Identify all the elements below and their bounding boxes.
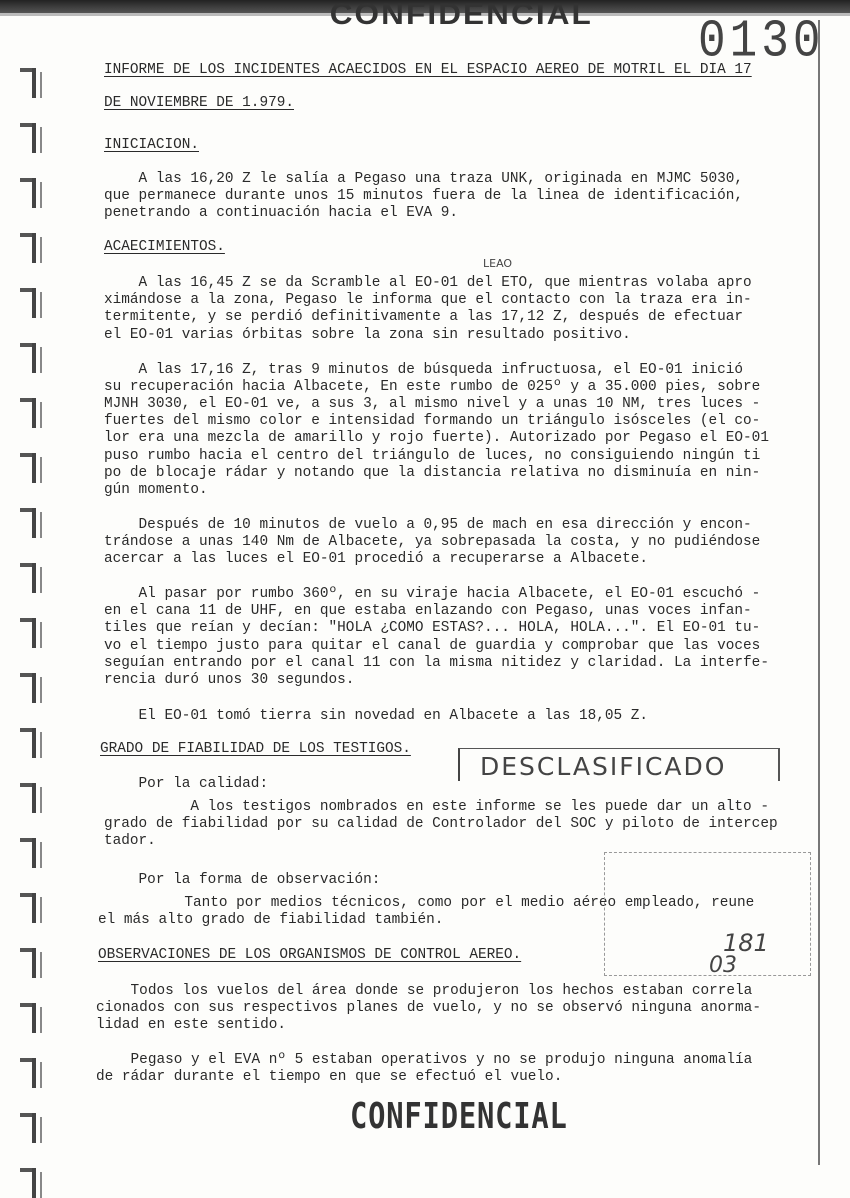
binder-hole: [20, 893, 42, 923]
body-line: Al pasar por rumbo 360º, en su viraje hacia Albacete, el EO-01 escuchó -: [104, 586, 761, 602]
declassified-stamp: [458, 748, 780, 781]
body-line: cionados con sus respectivos planes de vuelo, y no se observó ninguna anorma-: [96, 1000, 761, 1016]
section-heading: OBSERVACIONES DE LOS ORGANISMOS DE CONTROL AEREO.: [98, 947, 522, 963]
body-line: Todos los vuelos del área donde se produjeron los hechos estaban correla: [96, 983, 753, 999]
body-line: termitente, y se perdió definitivamente a las 17,12 Z, después de efectuar: [104, 309, 744, 325]
body-line: su recuperación hacia Albacete, En este rumbo de 025º y a 35.000 pies, sobre: [104, 379, 761, 395]
section-heading: INICIACION.: [104, 137, 199, 153]
body-line: lidad en este sentido.: [96, 1017, 286, 1033]
binder-hole: [20, 288, 42, 318]
binder-hole: [20, 783, 42, 813]
body-line: Después de 10 minutos de vuelo a 0,95 de mach en esa dirección y encon-: [104, 517, 752, 533]
subheading: Por la forma de observación:: [104, 872, 381, 888]
binder-hole: [20, 728, 42, 758]
body-line: Tanto por medios técnicos, como por el medio aéreo empleado, reune: [98, 895, 755, 911]
declassified-stamp-text: DESCLASIFICADO: [480, 752, 727, 781]
binder-holes: [14, 20, 48, 1165]
registry-stamp-number: 181: [723, 929, 769, 957]
body-line: grado de fiabilidad por su calidad de Controlador del SOC y piloto de intercep: [104, 816, 778, 832]
report-title: DE NOVIEMBRE DE 1.979.: [104, 95, 294, 111]
section-heading: ACAECIMIENTOS.: [104, 239, 225, 255]
binder-hole: [20, 673, 42, 703]
binder-hole: [20, 1058, 42, 1088]
subheading: Por la calidad:: [104, 776, 269, 792]
binder-hole: [20, 178, 42, 208]
binder-hole: [20, 68, 42, 98]
body-line: el EO-01 varias órbitas sobre la zona sin resultado positivo.: [104, 327, 631, 343]
classification-stamp-bottom: CONFIDENCIAL: [350, 1096, 568, 1137]
body-line: gún momento.: [104, 482, 208, 498]
handwritten-note: LEAO: [483, 257, 513, 270]
body-line: A las 16,20 Z le salía a Pegaso una traza UNK, originada en MJMC 5030,: [104, 171, 744, 187]
body-line: El EO-01 tomó tierra sin novedad en Albacete a las 18,05 Z.: [104, 708, 649, 724]
body-line: fuertes del mismo color e intensidad formando un triángulo isósceles (el co-: [104, 413, 761, 429]
binder-hole: [20, 398, 42, 428]
registry-stamp: [604, 852, 811, 976]
section-heading: GRADO DE FIABILIDAD DE LOS TESTIGOS.: [100, 741, 411, 757]
body-line: A las 17,16 Z, tras 9 minutos de búsqueda infructuosa, el EO-01 inició: [104, 362, 744, 378]
body-line: ximándose a la zona, Pegaso le informa que el contacto con la traza era in-: [104, 292, 752, 308]
body-line: vo el tiempo justo para quitar el canal de guardia y comprobar que las voces: [104, 638, 761, 654]
page-right-border: [818, 20, 820, 1165]
binder-hole: [20, 1168, 42, 1198]
body-line: el más alto grado de fiabilidad también.: [98, 912, 444, 928]
body-line: tiles que reían y decían: "HOLA ¿COMO ESTAS?... HOLA, HOLA...". El EO-01 tu-: [104, 620, 761, 636]
body-line: penetrando a continuación hacia el EVA 9.: [104, 205, 459, 221]
body-line: MJNH 3030, el EO-01 ve, a sus 3, al mismo nivel y a unas 10 NM, tres luces -: [104, 396, 761, 412]
body-line: seguían entrando por el canal 11 con la misma nitidez y claridad. La interfe-: [104, 655, 769, 671]
body-line: de rádar durante el tiempo en que se efectuó el vuelo.: [96, 1069, 563, 1085]
body-line: acercar a las luces el EO-01 procedió a recuperarse a Albacete.: [104, 551, 649, 567]
body-line: po de blocaje rádar y notando que la distancia relativa no disminuía en nin-: [104, 465, 761, 481]
body-line: en el cana 11 de UHF, en que estaba enlazando con Pegaso, unas voces infan-: [104, 603, 752, 619]
binder-hole: [20, 233, 42, 263]
binder-hole: [20, 618, 42, 648]
classification-stamp-top-text: CONFIDENCIAL: [329, 0, 593, 31]
binder-hole: [20, 123, 42, 153]
body-line: rencia duró unos 30 segundos.: [104, 672, 355, 688]
body-line: tador.: [104, 833, 156, 849]
body-line: Pegaso y el EVA nº 5 estaban operativos y no se produjo ninguna anomalía: [96, 1052, 753, 1068]
binder-hole: [20, 1003, 42, 1033]
body-line: A las 16,45 Z se da Scramble al EO-01 del ETO, que mientras volaba apro: [104, 275, 752, 291]
binder-hole: [20, 343, 42, 373]
body-line: puso rumbo hacia el centro del triángulo de luces, no consiguiendo ningún ti: [104, 448, 761, 464]
binder-hole: [20, 1113, 42, 1143]
body-line: A los testigos nombrados en este informe se les puede dar un alto -: [104, 799, 769, 815]
binder-hole: [20, 453, 42, 483]
document-number: 0130: [698, 12, 825, 72]
report-title: INFORME DE LOS INCIDENTES ACAECIDOS EN EL ESPACIO AEREO DE MOTRIL EL DIA 17: [104, 62, 752, 78]
binder-hole: [20, 563, 42, 593]
binder-hole: [20, 838, 42, 868]
body-line: que permanece durante unos 15 minutos fuera de la linea de identificación,: [104, 188, 744, 204]
body-line: lor era una mezcla de amarillo y rojo fuerte). Autorizado por Pegaso el EO-01: [104, 430, 769, 446]
registry-stamp-code: 03: [709, 953, 737, 978]
binder-hole: [20, 948, 42, 978]
binder-hole: [20, 508, 42, 538]
classification-stamp-top: [329, 0, 593, 36]
body-line: trándose a unas 140 Nm de Albacete, ya sobrepasada la costa, y no pudiéndose: [104, 534, 761, 550]
